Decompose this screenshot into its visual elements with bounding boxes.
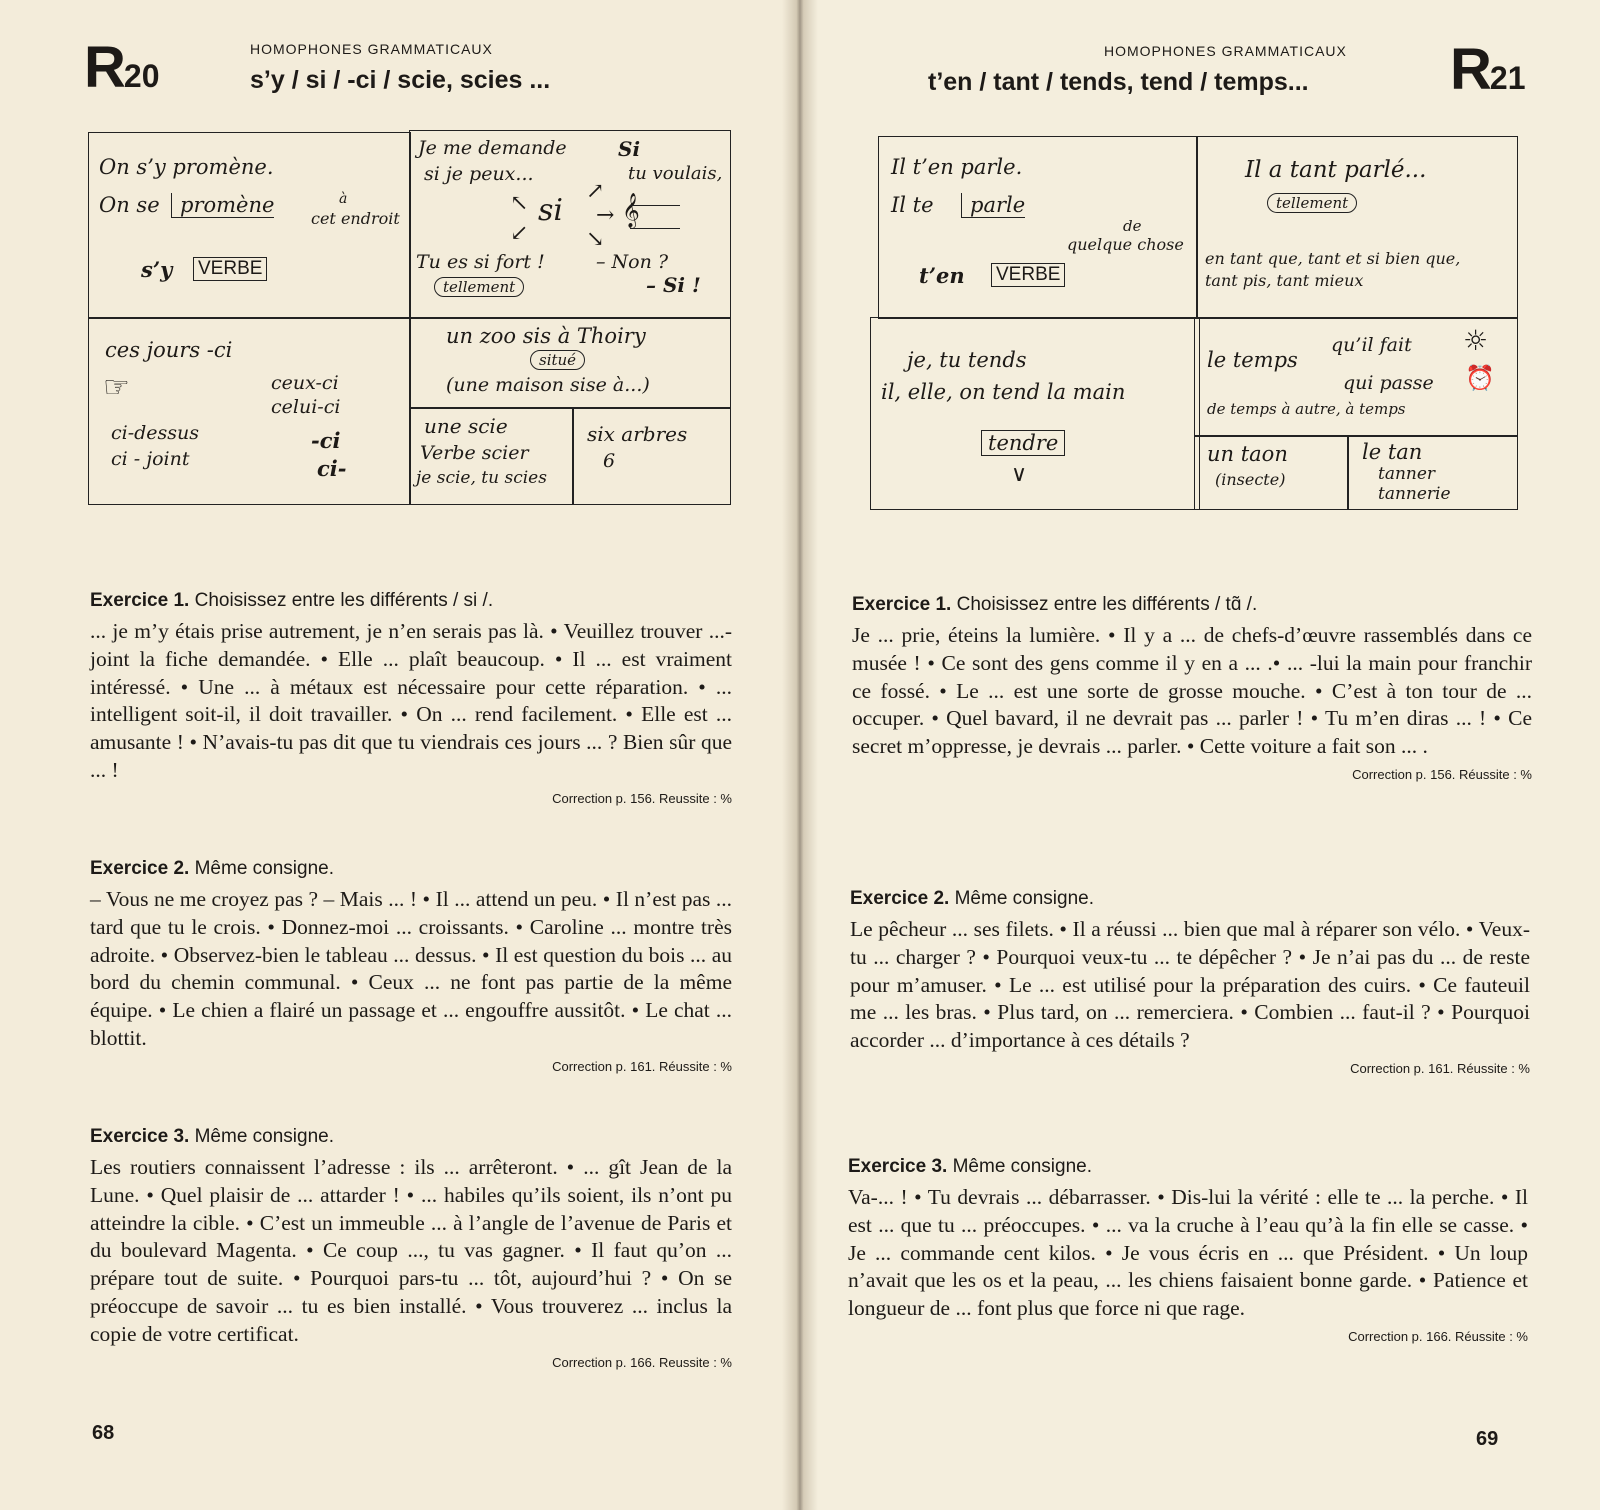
section-badge: R21: [1450, 37, 1526, 102]
cell-temps: le temps qu’il fait qui passe ☼ ⏰ de temps à autre, à temps: [1194, 317, 1518, 437]
cell-sy: On s’y promène. On se promène à cet endroit s’y VERBE: [88, 132, 411, 319]
pointing-hand-icon: ☞: [103, 370, 130, 405]
music-staff-icon: 𝄞: [622, 193, 640, 228]
page-number: 68: [92, 1422, 115, 1444]
exercise-3: Exercice 3. Même consigne. Les routiers connaissent l’adresse : ils ... arrêteront. • ... gît Jean de la Lune. • Quel plaisir de ... attarder ! • ... habiles qu’ils soient, ils n’ont pu atteindre la cible. • C’est un immeuble ... à l’angle de l’avenue de Paris et du boulevard Magenta. • Ce coup ..., tu vas gagner. • Il faut qu’on ... prépare tout de suite. • Pourquoi pars-tu ... tôt, aujourd’hui ? • On se préoccupe de savoir ... tu es bien installé. • Vous trouverez ... inclus la copie de votre certificat. Correction p. 166. Reussite : %: [90, 1126, 732, 1370]
cell-ten: Il t’en parle. Il te parle de quelque chose t’en VERBE: [878, 136, 1198, 319]
cell-sis: un zoo sis à Thoiry situé (une maison sise à...): [409, 317, 731, 409]
sun-icon: ☼: [1463, 324, 1489, 357]
arrow-icon: →: [596, 203, 615, 228]
section-title: s’y / si / -ci / scie, scies ...: [250, 66, 551, 94]
cell-scie: une scie Verbe scier je scie, tu scies: [409, 407, 574, 505]
cell-si: Je me demande si je peux... Si tu voulais, si ↖ ↗ → ↙ ↘ 𝄞 Tu es si fort ! tellement – Non ? – Si !: [409, 130, 731, 319]
section-kicker: HOMOPHONES GRAMMATICAUX: [250, 41, 493, 57]
cell-tan: le tan tanner tannerie: [1347, 435, 1518, 510]
page-number: 69: [1476, 1428, 1499, 1450]
arrow-icon: ↘: [586, 227, 605, 252]
right-page: [800, 0, 1600, 1510]
cell-ci: ces jours -ci ☞ ceux-ci celui-ci ci-dessus ci - joint -ci ci-: [88, 317, 411, 505]
section-badge: R20: [84, 35, 160, 100]
exercise-2: Exercice 2. Même consigne. – Vous ne me croyez pas ? – Mais ... ! • Il ... attend un peu. • Il n’est pas ... tard que tu le crois. • Donnez-moi ... croissants. • Caroline ... montre très adroite. • Observez-bien le tableau ... dessus. • Il est question du bois ... au bord du chemin communal. • Ceux ... ne font pas partie de la même équipe. • Le chien a flairé un passage et ... engouffre aussitôt. • Le chat ... blottit. Correction p. 161. Réussite : %: [90, 858, 732, 1074]
clock-icon: ⏰: [1465, 364, 1495, 392]
exercise-2: Exercice 2. Même consigne. Le pêcheur ... ses filets. • Il a réussi ... bien que mal à réparer son vélo. • Veux-tu ... charger ? • Pourquoi veux-tu ... te dépêcher ? • Je n’ai pas du ... de reste pour m’amuser. • Le ... est utilisé pour la préparation des cuirs. • Ce fauteuil me ... les bras. • Plus tard, on ... remerciera. • Combien ... faut-il ? • Pourquoi accorder ... d’importance à ces détails ? Correction p. 161. Réussite : %: [850, 888, 1530, 1076]
cell-tends: je, tu tends il, elle, on tend la main tendre ∨: [870, 317, 1200, 510]
cell-taon: un taon (insecte): [1194, 435, 1349, 510]
exercise-1: Exercice 1. Choisissez entre les différents / si /. ... je m’y étais prise autrement, je n’en serais pas là. • Veuillez trouver ...-joint la fiche demandée. • Elle ... plaît beaucoup. • Il ... est vraiment intéressé. • Une ... à métaux est nécessaire pour cette réparation. • ... intelligent soit-il, il doit travailler. • On ... rend facilement. • Elle est ... amusante ! • N’avais-tu pas dit que tu viendrais ces jours ... ? Bien sûr que ... ! Correction p. 156. Reussite : %: [90, 590, 732, 806]
cell-tant: Il a tant parlé... tellement en tant que, tant et si bien que, tant pis, tant mieux: [1196, 136, 1518, 319]
section-kicker: HOMOPHONES GRAMMATICAUX: [1104, 43, 1347, 59]
book-spine: [782, 0, 818, 1510]
arrow-icon: ↗: [586, 179, 605, 204]
cell-six: six arbres 6: [572, 407, 731, 505]
arrow-icon: ↙: [510, 221, 529, 246]
arrow-icon: ↖: [510, 191, 529, 216]
down-arrow-icon: ∨: [1011, 462, 1028, 487]
section-title: t’en / tant / tends, tend / temps...: [928, 68, 1309, 96]
exercise-1: Exercice 1. Choisissez entre les différents / tɑ̃ /. Je ... prie, éteins la lumière. • Il y a ... de chefs-d’œuvre rassemblés dans ce musée ! • Ce sont des gens comme il y en a ... .• ... -lui la main pour franchir ce fossé. • Le ... est une sorte de grosse mouche. • C’est à ton tour de ... occuper. • Quel bavard, il ne devrait pas ... parler ! • Tu m’en diras ... ! • Ce secret m’oppresse, je devrais ... parler. • Cette voiture a fait son ... . Correction p. 156. Réussite : %: [852, 594, 1532, 782]
exercise-3: Exercice 3. Même consigne. Va-... ! • Tu devrais ... débarrasser. • Dis-lui la vérité : elle te ... la perche. • Il est ... que tu ... préoccupes. • ... va la cruche à l’eau qu’à la fin elle se casse. • Je ... commande cent kilos. • Je vous écris en ... que Président. • Un loup n’avait que les os et la peau, ... les chiens faisaient bonne garde. • Patience et longueur de ... font plus que force ni que rage. Correction p. 166. Réussite : %: [848, 1156, 1528, 1344]
music-staff-lines: [630, 205, 680, 229]
